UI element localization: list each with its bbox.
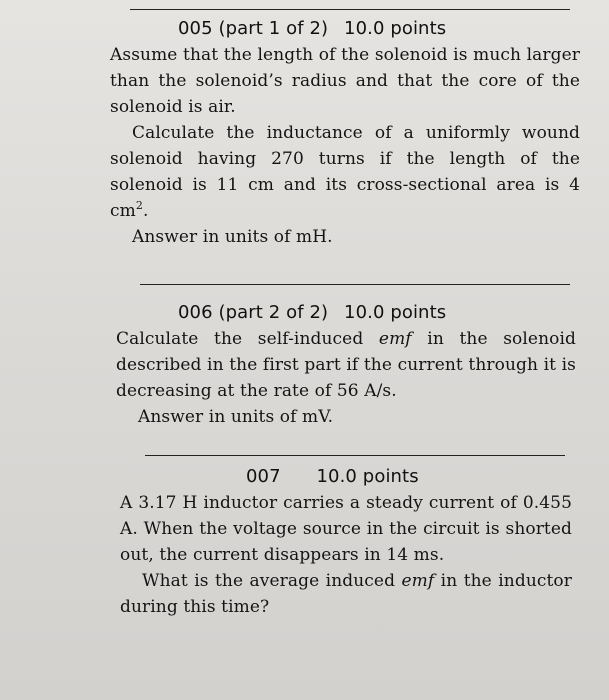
problem-number: 007 bbox=[246, 466, 281, 487]
problem-part: (part 2 of 2) bbox=[218, 302, 329, 323]
problem-question: Calculate the inductance of a uniformly wound solenoid having 270 turns if the length of the solenoid is 11 cm and its cross-sectional area is 4 $cm^2$. bbox=[110, 123, 580, 221]
divider-top bbox=[130, 9, 570, 10]
divider-1 bbox=[140, 284, 570, 285]
problem-text: A 3.17 H inductor carries a steady current of 0.455 A. When the voltage source in the circuit is shorted out, the current disappears in 14 ms. bbox=[120, 493, 572, 565]
problem-question: What is the average induced emf in the inductor during this time? bbox=[120, 571, 572, 617]
problem-number: 006 bbox=[178, 302, 213, 323]
answer-units: Answer in units of mV. bbox=[138, 407, 334, 427]
divider-2 bbox=[145, 455, 565, 456]
problem-006 bbox=[116, 300, 576, 430]
problem-text: Assume that the length of the solenoid is much larger than the solenoid’s radius and that the core of the solenoid is air. bbox=[110, 45, 580, 117]
problem-points: 10.0 points bbox=[344, 18, 447, 39]
problem-points: 10.0 points bbox=[316, 466, 419, 487]
problem-text: Calculate the self-induced emf in the solenoid described in the first part if the current through it is decreasing at the rate of 56 A/s. bbox=[116, 329, 576, 401]
problem-007 bbox=[120, 464, 572, 620]
problem-points: 10.0 points bbox=[344, 302, 447, 323]
answer-units: Answer in units of mH. bbox=[132, 227, 333, 247]
problem-number: 005 bbox=[178, 18, 213, 39]
problem-header bbox=[120, 464, 572, 490]
problem-part: (part 1 of 2) bbox=[218, 18, 329, 39]
problem-header bbox=[116, 300, 576, 326]
problem-005 bbox=[110, 16, 580, 250]
problem-header bbox=[110, 16, 580, 42]
